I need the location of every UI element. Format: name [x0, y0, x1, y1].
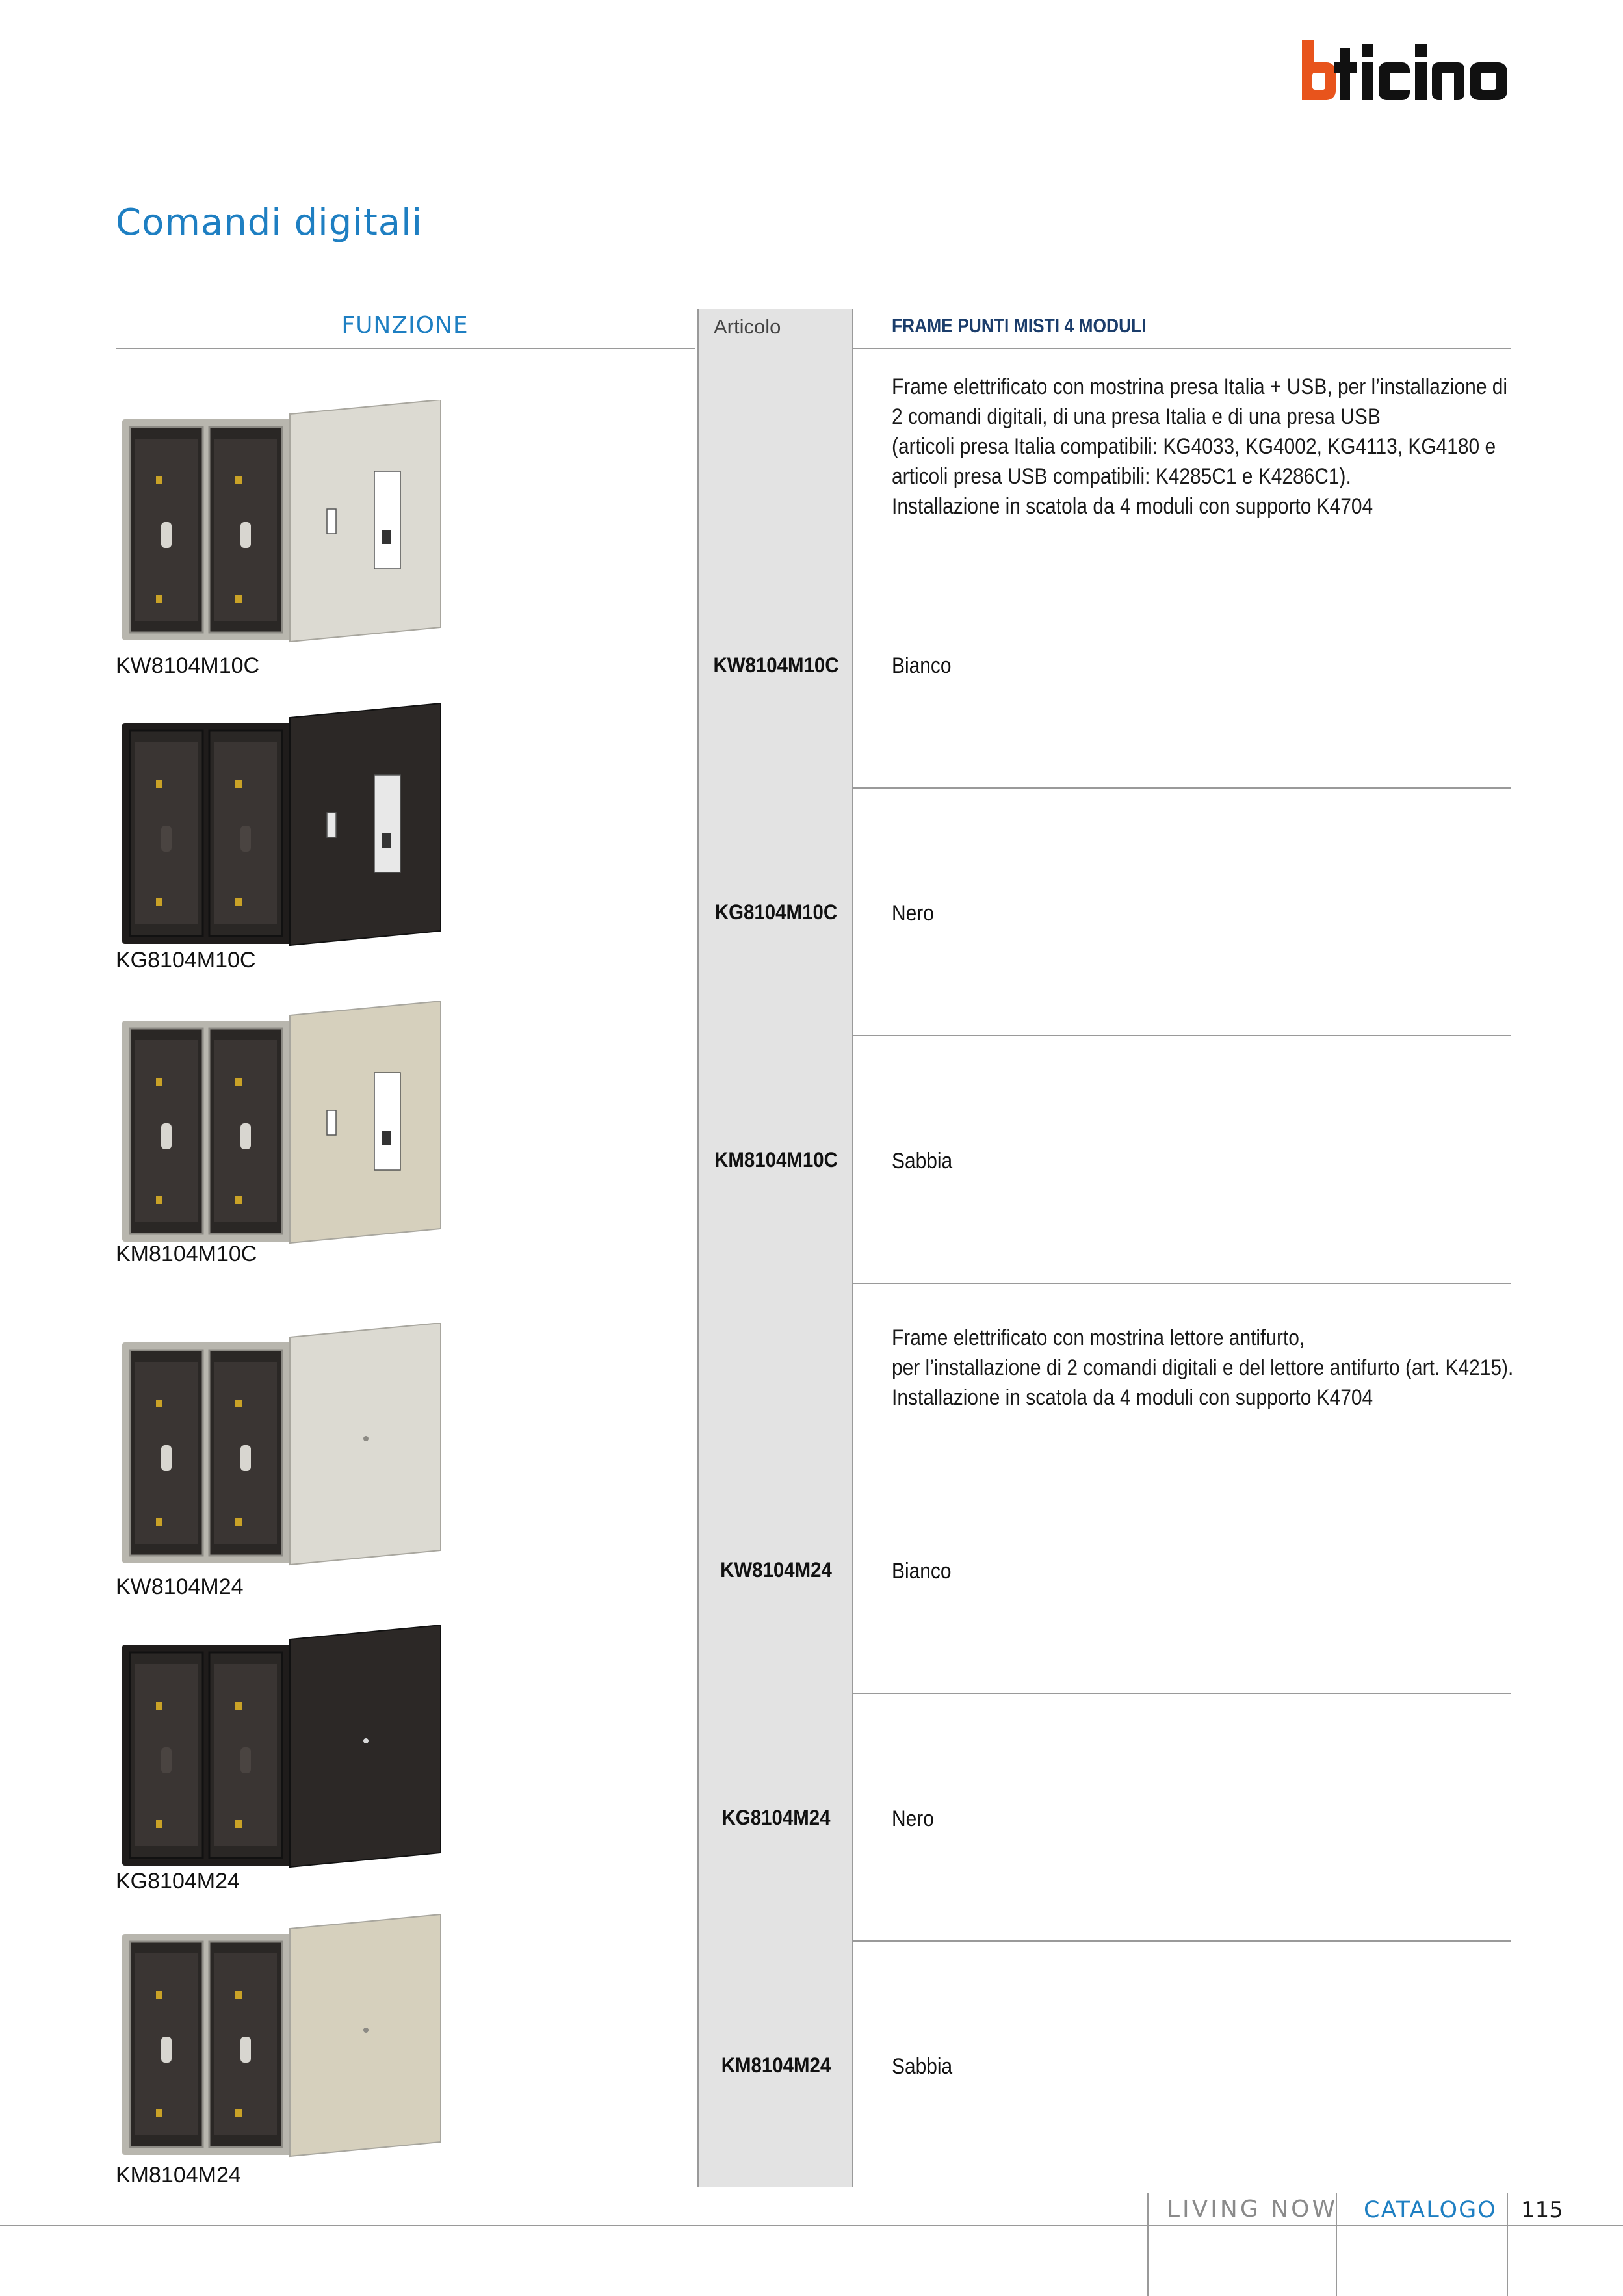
product-image-label: KW8104M10C — [116, 653, 260, 678]
product-image-label: KG8104M24 — [116, 1869, 240, 1894]
column-header-articolo: Articolo — [714, 315, 781, 338]
article-color: Bianco — [892, 653, 952, 678]
product-image — [116, 1323, 454, 1570]
group-description: Frame elettrificato con mostrina presa Italia + USB, per l’installazione di 2 comandi digitali, di una presa Italia e di una presa USB (articoli presa Italia compatibili: KG4033, KG4002, KG4113, KG4180 e articoli presa USB compatibili: K4285C1 e K4286C1). Installazione in scatola da 4 moduli con supporto K4704 — [892, 374, 1508, 519]
article-code: KM8104M10C — [714, 1148, 838, 1171]
article-code: KG8104M24 — [721, 1806, 831, 1829]
article-code: KG8104M10C — [714, 900, 838, 924]
product-image — [116, 703, 454, 950]
article-color: Nero — [892, 901, 934, 926]
row-divider — [853, 1283, 1511, 1284]
footer-separator — [1507, 2193, 1508, 2296]
bticino-logo — [1302, 39, 1510, 104]
product-image-label: KM8104M10C — [116, 1242, 257, 1266]
column-divider-right — [852, 309, 853, 2187]
product-image — [116, 1914, 454, 2161]
article-color: Sabbia — [892, 1149, 953, 1173]
row-divider — [853, 1693, 1511, 1694]
footer-catalog-label: CATALOGO — [1364, 2197, 1497, 2223]
group-description: Frame elettrificato con mostrina lettore antifurto, per l’installazione di 2 comandi digitali e del lettore antifurto (art. K4215). Installazione in scatola da 4 moduli con supporto K4704 — [892, 1325, 1514, 1410]
article-color: Bianco — [892, 1559, 952, 1584]
article-color: Nero — [892, 1807, 934, 1831]
row-divider — [853, 1940, 1511, 1942]
header-divider-right — [853, 348, 1511, 349]
article-code: KM8104M24 — [721, 2054, 831, 2077]
article-code: KW8104M10C — [713, 653, 839, 677]
page-title: Comandi digitali — [116, 202, 423, 244]
header-divider — [116, 348, 695, 349]
page-number: 115 — [1521, 2197, 1563, 2223]
column-header-funzione: FUNZIONE — [341, 312, 469, 339]
article-color: Sabbia — [892, 2054, 953, 2079]
product-image-label: KW8104M24 — [116, 1574, 244, 1599]
product-image-label: KM8104M24 — [116, 2163, 241, 2187]
row-divider — [853, 787, 1511, 789]
row-divider — [853, 1035, 1511, 1036]
product-image — [116, 1625, 454, 1872]
footer-section-name: LIVING NOW — [1167, 2196, 1338, 2223]
article-column — [699, 309, 853, 2187]
product-image — [116, 1001, 454, 1248]
article-code: KW8104M24 — [720, 1558, 832, 1582]
footer-divider — [0, 2225, 1623, 2226]
column-divider-left — [697, 309, 699, 2187]
product-image — [116, 400, 454, 647]
column-header-group: FRAME PUNTI MISTI 4 MODULI — [892, 315, 1147, 337]
footer-separator — [1147, 2193, 1149, 2296]
product-image-label: KG8104M10C — [116, 948, 256, 972]
